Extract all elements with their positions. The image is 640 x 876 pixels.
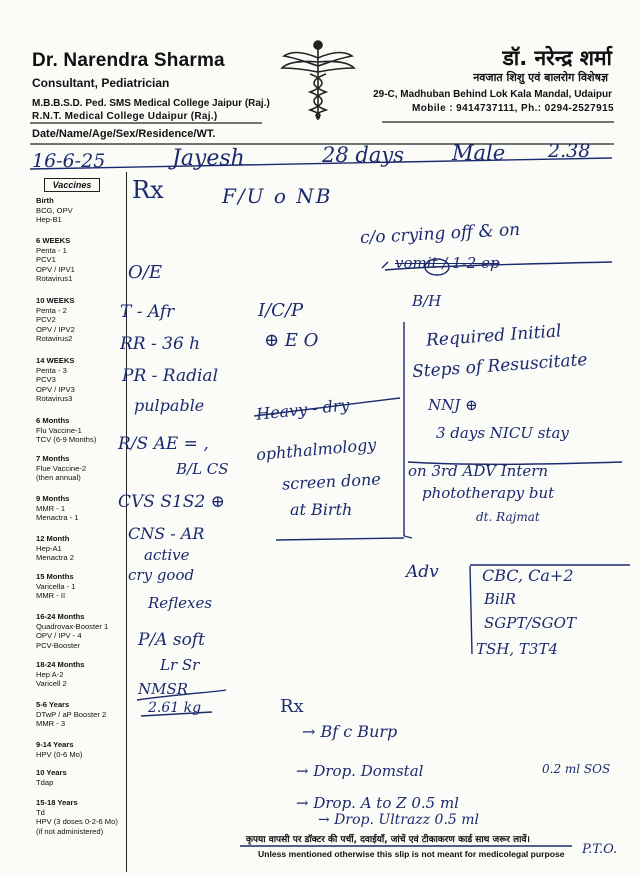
vaccine-item: PCV1 bbox=[36, 255, 56, 264]
med-drop-1-dose: 0.2 ml SOS bbox=[542, 762, 611, 776]
vaccine-group bbox=[36, 768, 124, 787]
bh-doctor: dt. Rajmat bbox=[476, 510, 540, 524]
med-bf: → Bf c Burp bbox=[302, 722, 398, 741]
med-drop-3: → Drop. Ultrazz 0.5 ml bbox=[318, 812, 479, 828]
cns-active-note: active bbox=[144, 546, 190, 564]
vaccine-group-title: 10 Years bbox=[36, 768, 67, 777]
vaccine-group bbox=[36, 236, 124, 284]
vaccine-group bbox=[36, 296, 124, 344]
patient-sex: Male bbox=[452, 141, 506, 165]
vaccine-item: Hep-A1 bbox=[36, 543, 62, 553]
vaccine-group bbox=[36, 612, 124, 650]
vaccine-item: Penta - 1 bbox=[36, 245, 67, 255]
vaccine-item: (if not administered) bbox=[36, 826, 104, 836]
vaccine-item: (then annual) bbox=[36, 473, 81, 482]
clinic-phone: Mobile : 9414737111, Ph.: 0294-2527915 bbox=[412, 103, 614, 114]
patient-details-label: Date/Name/Age/Sex/Residence/WT. bbox=[32, 128, 216, 140]
hindi-doctor-name: डॉ. नरेन्द्र शर्मा bbox=[502, 46, 612, 70]
vaccine-group bbox=[36, 534, 124, 563]
advice-tsh: TSH, T3T4 bbox=[476, 640, 558, 658]
vaccine-group-title: 5-6 Years bbox=[36, 700, 70, 709]
vaccine-group bbox=[36, 416, 124, 445]
bcs-note: B/L CS bbox=[176, 460, 229, 478]
vaccine-item: MMR - 3 bbox=[36, 719, 66, 728]
vaccine-item: Varicella - 1 bbox=[36, 581, 76, 591]
vaccine-group bbox=[36, 660, 124, 689]
temp-note: T - Afr bbox=[120, 302, 175, 322]
vaccine-group-title: 12 Month bbox=[36, 534, 70, 543]
vaccine-group-title: 6 WEEKS bbox=[36, 236, 71, 245]
vaccine-item: OPV / IPV3 bbox=[36, 384, 75, 394]
bh-nicu: 3 days NICU stay bbox=[436, 424, 569, 442]
vaccine-item: TCV (6-9 Months) bbox=[36, 435, 97, 444]
complaint-2: vomit / 1-2 ep bbox=[395, 254, 500, 272]
vaccine-item: HPV (3 doses 0-2-6 Mo) bbox=[36, 817, 118, 826]
vaccine-group-title: 15-18 Years bbox=[36, 798, 78, 807]
vaccine-item: Menactra 2 bbox=[36, 553, 74, 562]
vaccine-item: Penta - 2 bbox=[36, 305, 67, 315]
vaccine-group-title: 14 WEEKS bbox=[36, 356, 75, 365]
vaccine-item: Rotavirus3 bbox=[36, 394, 73, 403]
vaccine-item: Tdap bbox=[36, 777, 54, 787]
bh-required: Required Initial bbox=[425, 321, 563, 351]
chief-note: F/U o NB bbox=[222, 184, 333, 208]
patient-name: Jayesh bbox=[172, 146, 245, 171]
birth-note: at Birth bbox=[290, 500, 353, 519]
vaccines-heading: Vaccines bbox=[44, 178, 100, 192]
vaccine-item: PCV2 bbox=[36, 315, 56, 324]
weight-note: 2.61 kg bbox=[148, 700, 202, 716]
eo-note: ⊕ E O bbox=[264, 330, 319, 351]
bh-phototherapy: phototherapy but bbox=[422, 484, 555, 502]
vaccine-group-title: Birth bbox=[36, 196, 54, 205]
icp-note: I/C/P bbox=[258, 300, 304, 321]
footer-disclaimer: Unless mentioned otherwise this slip is not meant for medicolegal purpose bbox=[258, 849, 565, 859]
vaccine-item: OPV / IPV2 bbox=[36, 324, 75, 334]
footer-hindi-note: कृपया वापसी पर डॉक्टर की पर्ची, दवाईयाँ, जांचें एवं टीकाकरण कार्ड साथ जरूर लावें। bbox=[246, 835, 530, 845]
vaccine-item: OPV / IPV1 bbox=[36, 264, 75, 274]
rr-note: RR - 36 h bbox=[120, 334, 201, 354]
vaccine-item: Flue Vaccine-2 bbox=[36, 463, 87, 473]
vaccine-item: DTwP / aP Booster 2 bbox=[36, 709, 107, 719]
vaccine-group bbox=[36, 740, 124, 759]
vaccine-group bbox=[36, 572, 124, 601]
vaccine-item: BCG, OPV bbox=[36, 205, 73, 215]
med-drop-1: → Drop. Domstal bbox=[296, 762, 424, 780]
oe-heading: O/E bbox=[128, 262, 162, 283]
vaccine-group-title: 16-24 Months bbox=[36, 612, 85, 621]
bh-nnj: NNJ ⊕ bbox=[428, 396, 478, 414]
vaccine-item: MMR - 1 bbox=[36, 503, 66, 513]
pto-note: P.T.O. bbox=[582, 842, 618, 857]
vaccine-group-title: 15 Months bbox=[36, 572, 74, 581]
clinic-address: 29-C, Madhuban Behind Lok Kala Mandal, Udaipur bbox=[373, 89, 612, 100]
vaccine-group-title: 6 Months bbox=[36, 416, 70, 425]
advice-bilr: BilR bbox=[484, 590, 516, 608]
doctor-title: Consultant, Pediatrician bbox=[32, 76, 170, 90]
bh-on3: on 3rd ADV Intern bbox=[408, 462, 549, 480]
vaccine-group bbox=[36, 454, 124, 483]
doctor-name: Dr. Narendra Sharma bbox=[32, 50, 225, 71]
vaccine-group-title: 7 Months bbox=[36, 454, 70, 463]
screen-note: screen done bbox=[281, 469, 382, 494]
nmsr-note: NMSR bbox=[138, 680, 189, 698]
vaccine-group bbox=[36, 700, 124, 729]
pa-lr-note: Lr Sr bbox=[160, 656, 200, 674]
cvs-note: CVS S1S2 ⊕ bbox=[118, 492, 225, 512]
vaccine-item: PCV-Booster bbox=[36, 640, 80, 650]
advice-cbc: CBC, Ca+2 bbox=[482, 566, 574, 585]
reflex-note: Reflexes bbox=[148, 594, 213, 612]
bh-steps: Steps of Resuscitate bbox=[411, 349, 589, 383]
med-drop-2: → Drop. A to Z 0.5 ml bbox=[296, 794, 459, 812]
heavy-note: Heavy - dry bbox=[255, 395, 351, 424]
hindi-doctor-title: नवजात शिशु एवं बालरोग विशेषज्ञ bbox=[473, 71, 608, 84]
vaccine-item: Menactra - 1 bbox=[36, 513, 79, 522]
vaccine-item: Td bbox=[36, 807, 45, 817]
vaccine-group bbox=[36, 196, 124, 225]
vaccine-group-title: 10 WEEKS bbox=[36, 296, 75, 305]
sidebar-divider bbox=[126, 172, 127, 872]
pulpable-note: pulpable bbox=[134, 396, 205, 415]
rx-symbol: Rx bbox=[132, 176, 164, 204]
cns-note: CNS - AR bbox=[128, 524, 205, 543]
vaccine-item: Flu Vaccine-1 bbox=[36, 425, 82, 435]
vaccine-item: HPV (0-6 Mo) bbox=[36, 749, 83, 759]
vaccine-item: Hep A-2 bbox=[36, 669, 64, 679]
patient-weight: 2.38 bbox=[548, 140, 591, 162]
pa-note: P/A soft bbox=[138, 630, 205, 650]
complaint-1: c/o crying off & on bbox=[359, 219, 521, 249]
vaccine-item: Rotavirus1 bbox=[36, 274, 73, 283]
vaccine-item: Rotavirus2 bbox=[36, 334, 73, 343]
rs-note: R/S AE = , bbox=[118, 434, 209, 454]
vaccine-item: Quadrovax-Booster 1 bbox=[36, 621, 109, 631]
rx-2-symbol: Rx bbox=[280, 696, 304, 717]
vaccine-group-title: 18-24 Months bbox=[36, 660, 85, 669]
advice-heading: Adv bbox=[406, 562, 439, 582]
vaccine-item: OPV / IPV - 4 bbox=[36, 631, 82, 640]
ophthalmology-note: ophthalmology bbox=[255, 434, 378, 465]
degree-line-1: M.B.B.S.D. Ped. SMS Medical College Jaipur (Raj.) bbox=[32, 98, 270, 109]
patient-age: 28 days bbox=[322, 143, 405, 167]
vaccine-item: Penta - 3 bbox=[36, 365, 67, 375]
degree-line-2: R.N.T. Medical College Udaipur (Raj.) bbox=[32, 111, 218, 122]
vaccine-item: Varicell 2 bbox=[36, 679, 67, 688]
bh-heading: B/H bbox=[412, 292, 442, 310]
vaccine-item: PCV3 bbox=[36, 375, 56, 384]
vaccine-item: Hep-B1 bbox=[36, 215, 62, 224]
cry-note: cry good bbox=[128, 566, 195, 584]
vaccine-group bbox=[36, 356, 124, 404]
vaccine-group bbox=[36, 798, 124, 836]
advice-sgpt: SGPT/SGOT bbox=[484, 614, 576, 632]
vaccine-group-title: 9-14 Years bbox=[36, 740, 74, 749]
pr-note: PR - Radial bbox=[122, 366, 219, 386]
vaccine-group-title: 9 Months bbox=[36, 494, 70, 503]
visit-date: 16-6-25 bbox=[32, 150, 106, 172]
vaccine-group bbox=[36, 494, 124, 523]
vaccine-item: MMR - II bbox=[36, 591, 66, 600]
